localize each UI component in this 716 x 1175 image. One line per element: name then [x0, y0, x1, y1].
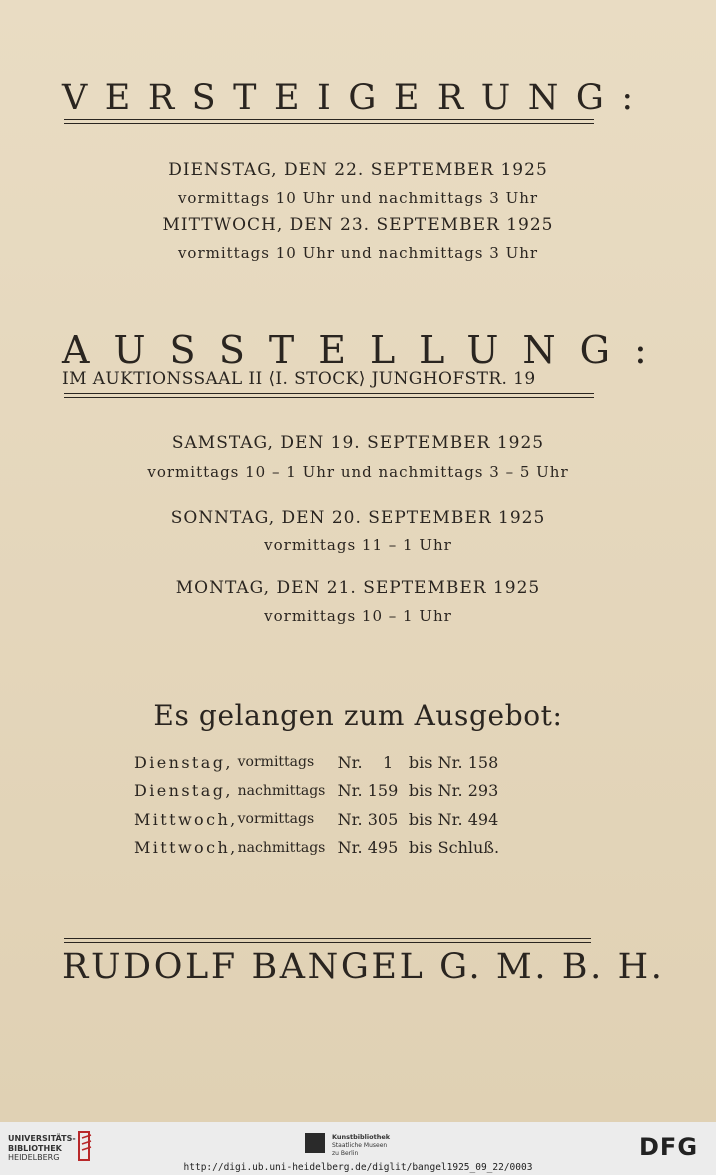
- rule-bottom-1: [64, 938, 591, 939]
- row-day: Mittwoch,: [134, 809, 238, 829]
- versteigerung-title: VERSTEIGERUNG:: [62, 78, 651, 118]
- row-bis: bis: [408, 752, 433, 772]
- row-day: Dienstag,: [134, 781, 233, 801]
- rule-mid-1: [64, 393, 594, 394]
- row-day: Mittwoch,: [134, 838, 238, 858]
- auction-day-1: DIENSTAG, DEN 22. SEPTEMBER 1925: [168, 160, 548, 180]
- ub-heidelberg-logo[interactable]: [8, 1134, 76, 1163]
- row-bis: bis: [408, 838, 433, 858]
- row-bis: bis: [408, 809, 433, 829]
- permalink-url[interactable]: http://digi.ub.uni-heidelberg.de/diglit/bangel1925_09_22/0003: [183, 1162, 533, 1173]
- rule-mid-2: [64, 397, 594, 398]
- row-time: vormittags: [237, 811, 315, 828]
- logo-line: Staatliche Museen zu Berlin: [332, 1142, 388, 1157]
- ausgebot-title: Es gelangen zum Ausgebot:: [153, 699, 563, 732]
- rule-bottom-2: [64, 942, 591, 943]
- row-time: nachmittags: [237, 839, 326, 856]
- exhibition-time-3: vormittags 10 – 1 Uhr: [264, 607, 452, 625]
- row-to: Nr. 494: [437, 809, 499, 829]
- row-from: Nr. 305: [337, 809, 399, 829]
- exhibition-time-2: vormittags 11 – 1 Uhr: [264, 536, 452, 554]
- row-time: vormittags: [237, 754, 315, 771]
- company-name: RUDOLF BANGEL G. M. B. H.: [62, 947, 665, 987]
- auction-time-2: vormittags 10 Uhr und nachmittags 3 Uhr: [177, 244, 539, 262]
- row-day: Dienstag,: [134, 752, 233, 772]
- rule-top-2: [64, 123, 594, 124]
- row-from: Nr. 1: [337, 752, 394, 772]
- kunstbibliothek-mark-icon: [305, 1133, 325, 1153]
- row-to: Nr. 293: [437, 781, 499, 801]
- rule-top-1: [64, 119, 594, 120]
- auction-time-1: vormittags 10 Uhr und nachmittags 3 Uhr: [177, 189, 539, 207]
- exhibition-day-1: SAMSTAG, DEN 19. SEPTEMBER 1925: [171, 433, 545, 453]
- logo-line: BIBLIOTHEK: [8, 1143, 62, 1153]
- exhibition-day-2: SONNTAG, DEN 20. SEPTEMBER 1925: [170, 508, 546, 528]
- auction-day-2: MITTWOCH, DEN 23. SEPTEMBER 1925: [162, 215, 554, 235]
- ausstellung-title: AUSSTELLUNG:: [62, 328, 671, 372]
- exhibition-time-1: vormittags 10 – 1 Uhr und nachmittags 3 – 5 Uhr: [147, 463, 569, 481]
- logo-line: Kunstbibliothek: [332, 1133, 391, 1141]
- table-row: [134, 805, 508, 834]
- ausstellung-location: IM AUKTIONSSAAL II ⟨I. STOCK⟩ JUNGHOFSTR. 19: [62, 369, 536, 389]
- digitization-bar: [0, 1122, 716, 1175]
- table-row: [134, 777, 508, 806]
- row-bis: bis: [408, 781, 433, 801]
- table-row: [134, 834, 508, 863]
- logo-line: HEIDELBERG: [8, 1153, 60, 1162]
- row-from: Nr. 495: [337, 838, 399, 858]
- dfg-logo[interactable]: DFG: [639, 1133, 699, 1161]
- row-to: Nr. 158: [437, 752, 499, 772]
- ub-seal-icon: [77, 1130, 93, 1164]
- ausgebot-table: [134, 748, 508, 862]
- table-row: [134, 748, 508, 777]
- row-to: Schluß.: [437, 838, 500, 858]
- row-time: nachmittags: [237, 782, 326, 799]
- row-from: Nr. 159: [337, 781, 399, 801]
- logo-line: UNIVERSITÄTS-: [8, 1134, 76, 1143]
- exhibition-day-3: MONTAG, DEN 21. SEPTEMBER 1925: [175, 578, 541, 598]
